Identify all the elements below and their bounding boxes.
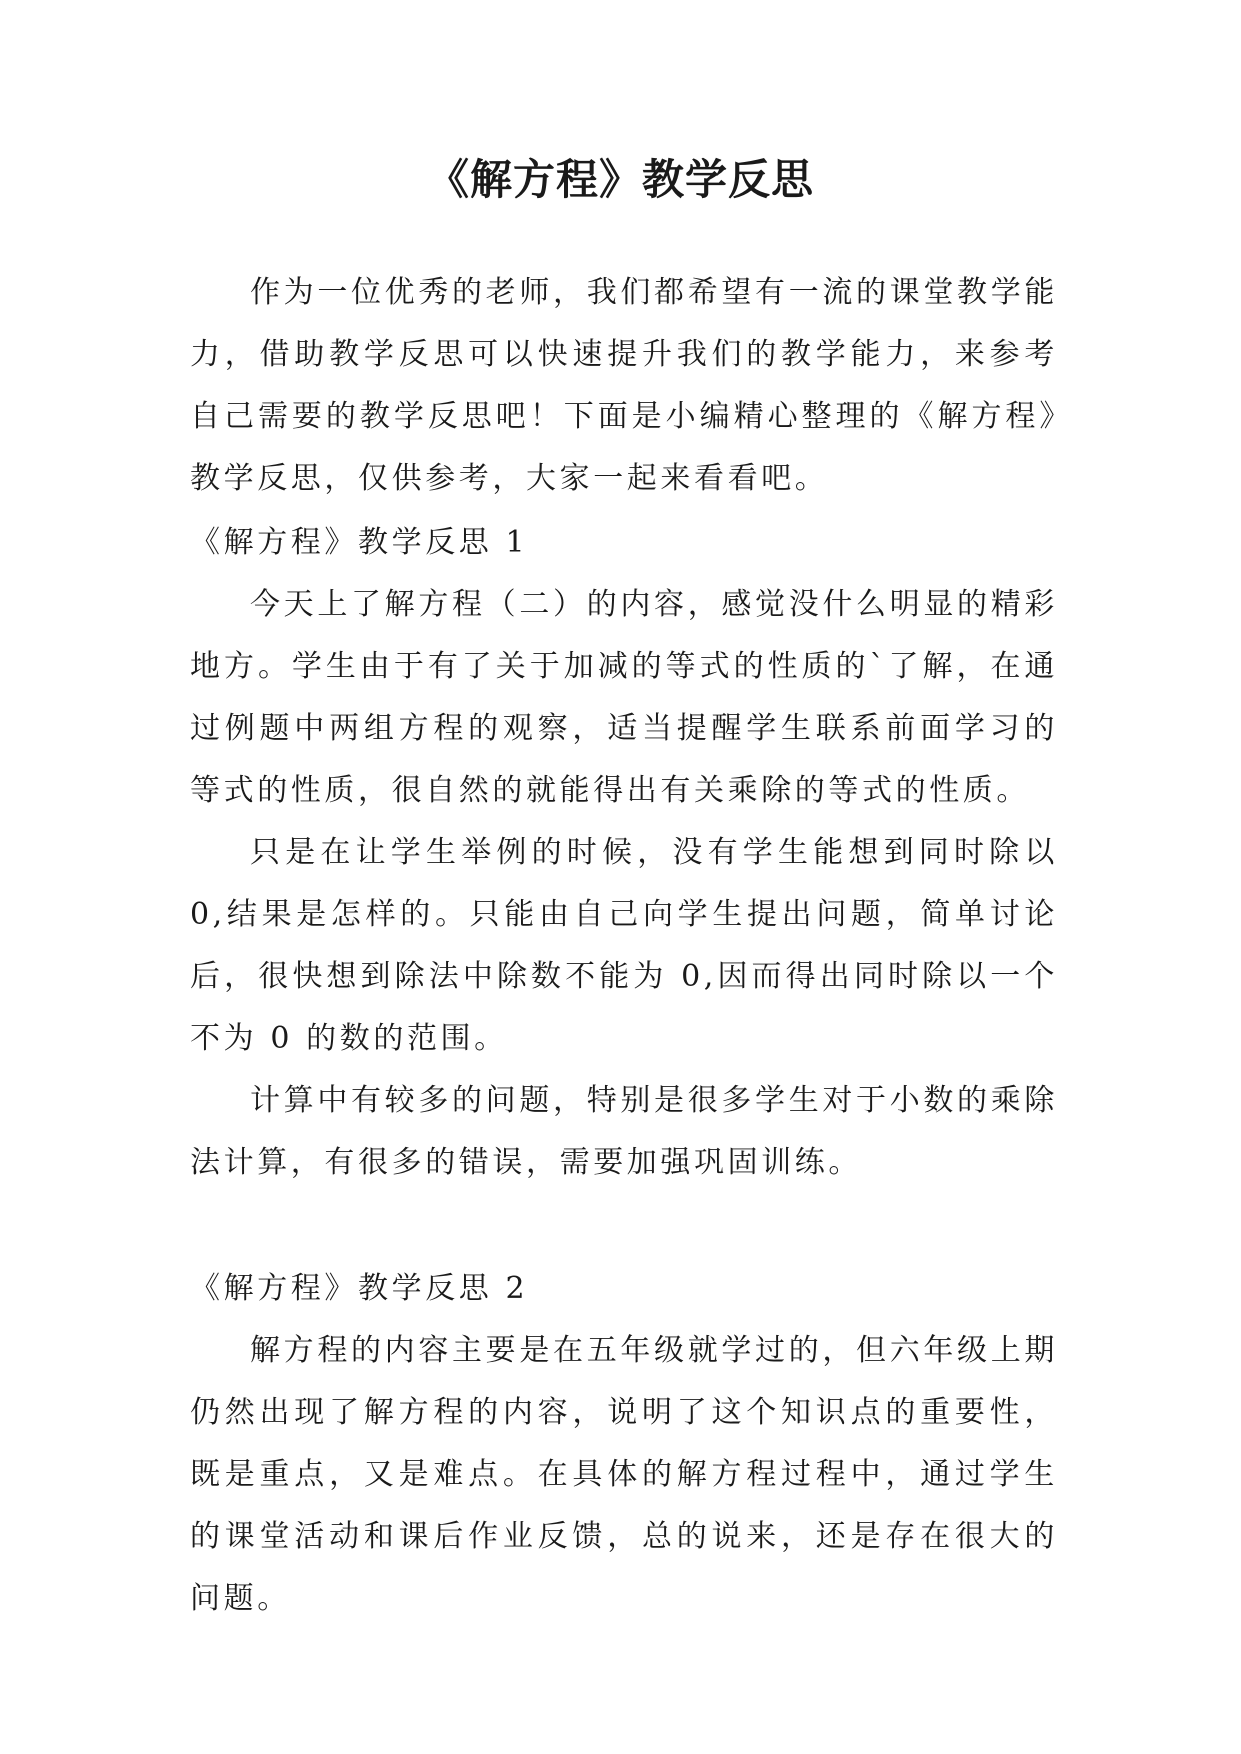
section-1-paragraph-1: 今天上了解方程（二）的内容，感觉没什么明显的精彩地方。学生由于有了关于加减的等式的性质的`了解，在通过例题中两组方程的观察，适当提醒学生联系前面学习的等式的性质，很自然的就能得出有关乘除的等式的性质。	[190, 587, 1058, 808]
section-2-paragraph-1: 解方程的内容主要是在五年级就学过的，但六年级上期仍然出现了解方程的内容，说明了这个知识点的重要性，既是重点，又是难点。在具体的解方程过程中，通过学生的课堂活动和课后作业反馈，总的说来，还是存在很大的问题。	[190, 1333, 1058, 1616]
section-1-paragraph-2: 只是在让学生举例的时候，没有学生能想到同时除以 0,结果是怎样的。只能由自己向学生提出问题，简单讨论后，很快想到除法中除数不能为 0,因而得出同时除以一个不为 0 的数的范围。	[190, 835, 1058, 1056]
section-heading-1: 《解方程》教学反思 1	[190, 525, 529, 560]
intro-paragraph: 作为一位优秀的老师，我们都希望有一流的课堂教学能力，借助教学反思可以快速提升我们的教学能力，来参考自己需要的教学反思吧！下面是小编精心整理的《解方程》教学反思，仅供参考，大家一起来看看吧。	[190, 275, 1058, 496]
document-title: 《解方程》教学反思	[426, 155, 814, 204]
section-1-paragraph-3: 计算中有较多的问题，特别是很多学生对于小数的乘除法计算，有很多的错误，需要加强巩固训练。	[190, 1083, 1058, 1180]
section-heading-2: 《解方程》教学反思 2	[190, 1271, 529, 1306]
